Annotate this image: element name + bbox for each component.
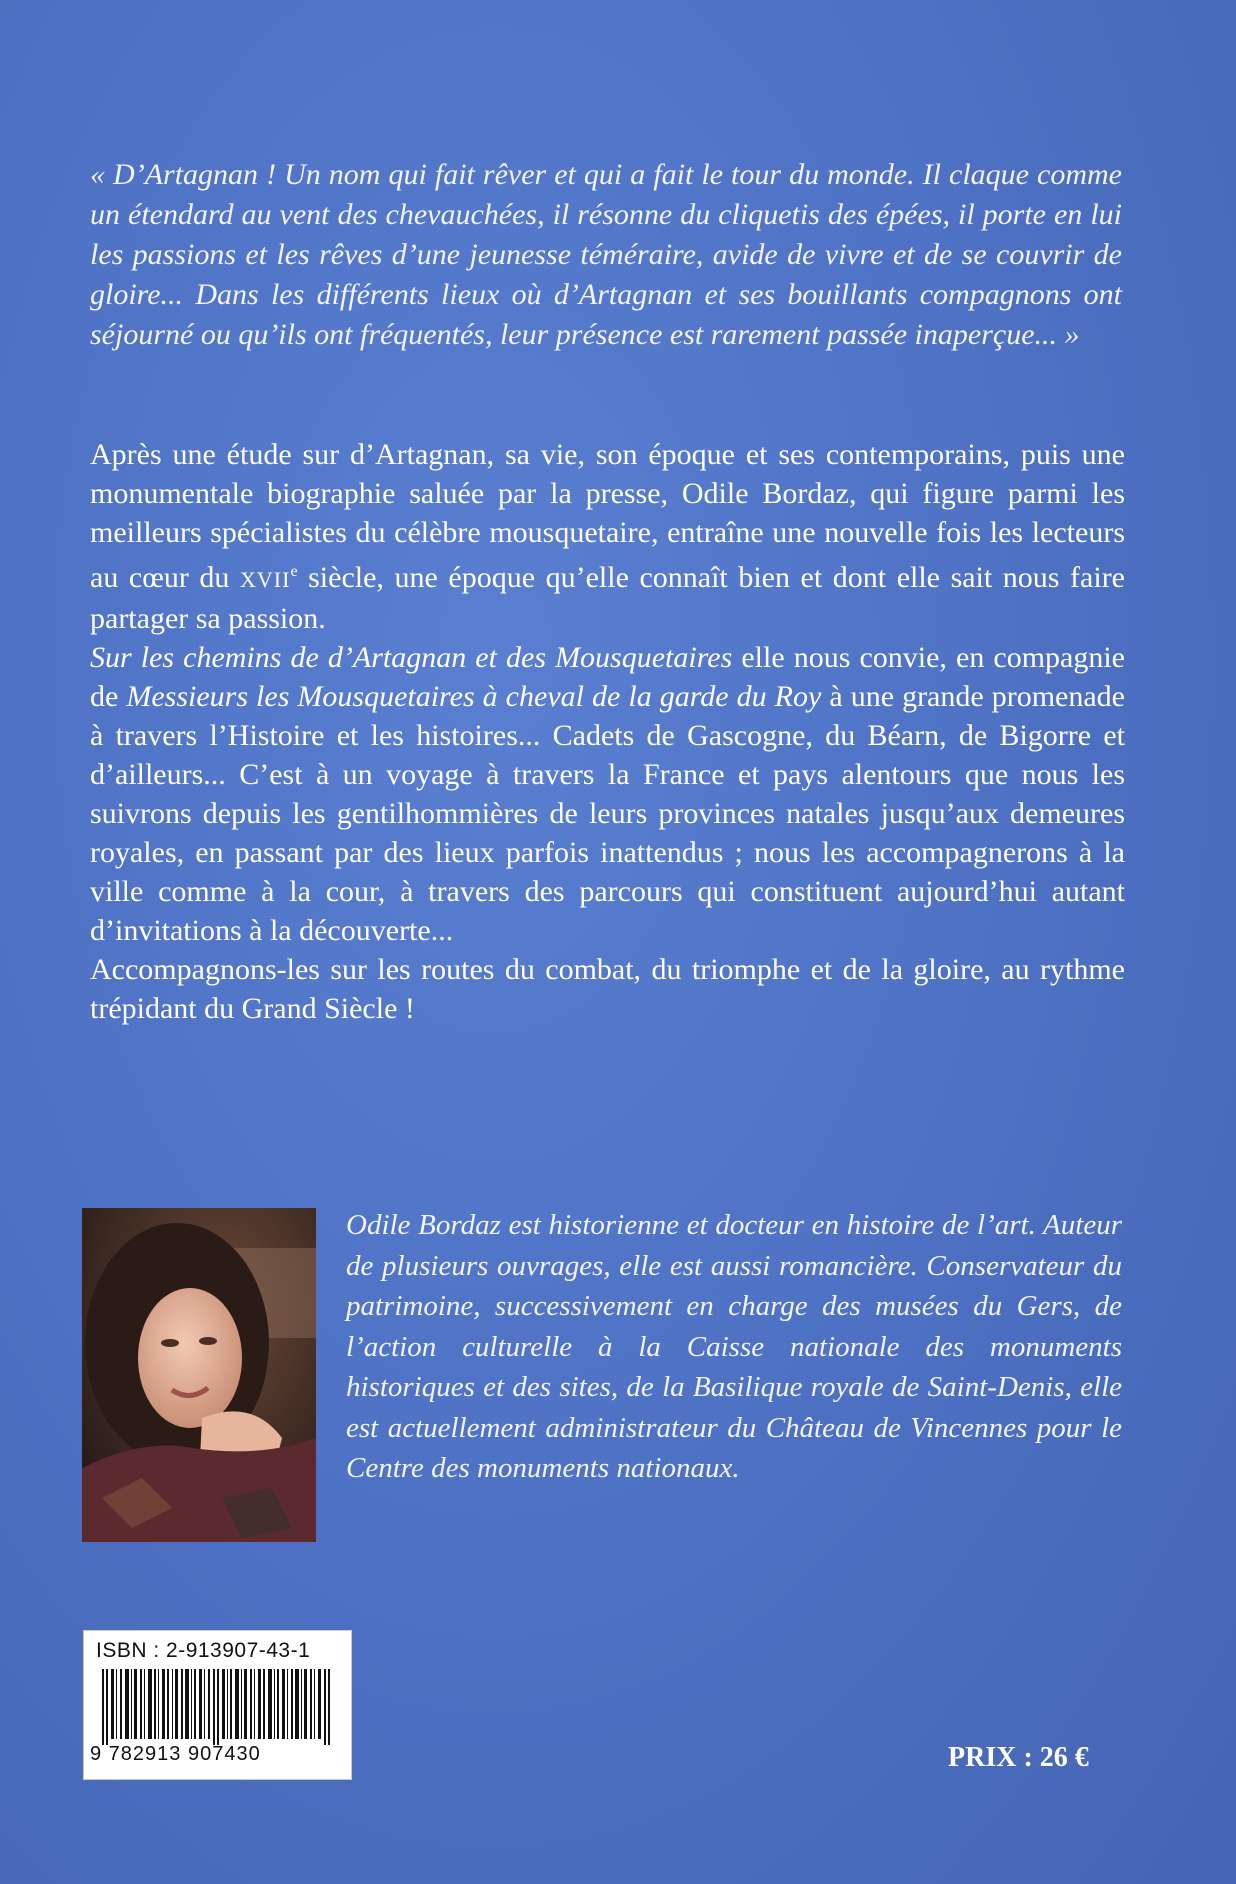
description-text: Après une étude sur d’Artagnan, sa vie, son époque et ses contemporains, puis une monumentale biographie saluée par la presse, Odile Bordaz, qui figure parmi les meilleurs spécialistes du célèbre mousquetaire, entraîne une nouvelle fois les lecteurs au cœur du [90, 438, 1125, 594]
author-biography: Odile Bordaz est historienne et docteur en histoire de l’art. Auteur de plusieurs ouvrages, elle est aussi romancière. Conservateur du patrimoine, successivement en charge des musées du Gers, de l’action culturelle à la Caisse nationale des monuments historiques et des sites, de la Basilique royale de Saint-Denis, elle est actuellement administrateur du Château de Vincennes pour le Centre des monuments nationaux. [346, 1209, 1122, 1484]
description-paragraph-3: Accompagnons-les sur les routes du combat, du triomphe et de la gloire, au rythme trépidant du Grand Siècle ! [90, 953, 1125, 1025]
barcode-image [96, 1669, 339, 1745]
author-photo [82, 1208, 316, 1542]
description-text: siècle, une époque qu’elle connaît bien et dont elle sait nous faire partager sa passion. [90, 561, 1125, 635]
musketeers-company: Messieurs les Mousquetaires à cheval de la garde du Roy [126, 680, 822, 713]
description-paragraph-2 [90, 638, 1125, 950]
isbn-label: ISBN : 2-913907-43-1 [96, 1639, 311, 1662]
isbn-barcode-block [83, 1630, 352, 1780]
back-cover-quote: « D’Artagnan ! Un nom qui fait rêver et qui a fait le tour du monde. Il claque comme un étendard au vent des chevauchées, il résonne du cliquetis des épées, il porte en lui les passions et les rêves d’une jeunesse téméraire, avide de vivre et de se couvrir de gloire... Dans les différents lieux où d’Artagnan et ses bouillants compagnons ont séjourné ou qu’ils ont fréquentés, leur présence est rarement passée inaperçue... » [90, 158, 1122, 351]
century-numeral: XVII [240, 567, 291, 592]
price-label: PRIX : 26 € [948, 1742, 1089, 1773]
description-text: à une grande promenade à travers l’Histoire et les histoires... Cadets de Gascogne, du Béarn, de Bigorre et d’ailleurs... C’est à un voyage à travers la France et pays alentours que nous les suivrons depuis les gentilhommières de leurs provinces natales jusqu’aux demeures royales, en passant par des lieux parfois inattendus ; nous les accompagnerons à la ville comme à la cour, à travers des parcours qui constituent aujourd’hui autant d’invitations à la découverte... [90, 680, 1125, 947]
ean-digits: 9 782913 907430 [90, 1743, 261, 1765]
century-superscript: e [290, 563, 298, 580]
description-paragraph-1 [90, 435, 1125, 638]
book-description [90, 435, 1125, 1028]
description-text: elle nous convie, en compagnie de [90, 641, 1125, 713]
book-title: Sur les chemins de d’Artagnan et des Mousquetaires [90, 641, 733, 674]
